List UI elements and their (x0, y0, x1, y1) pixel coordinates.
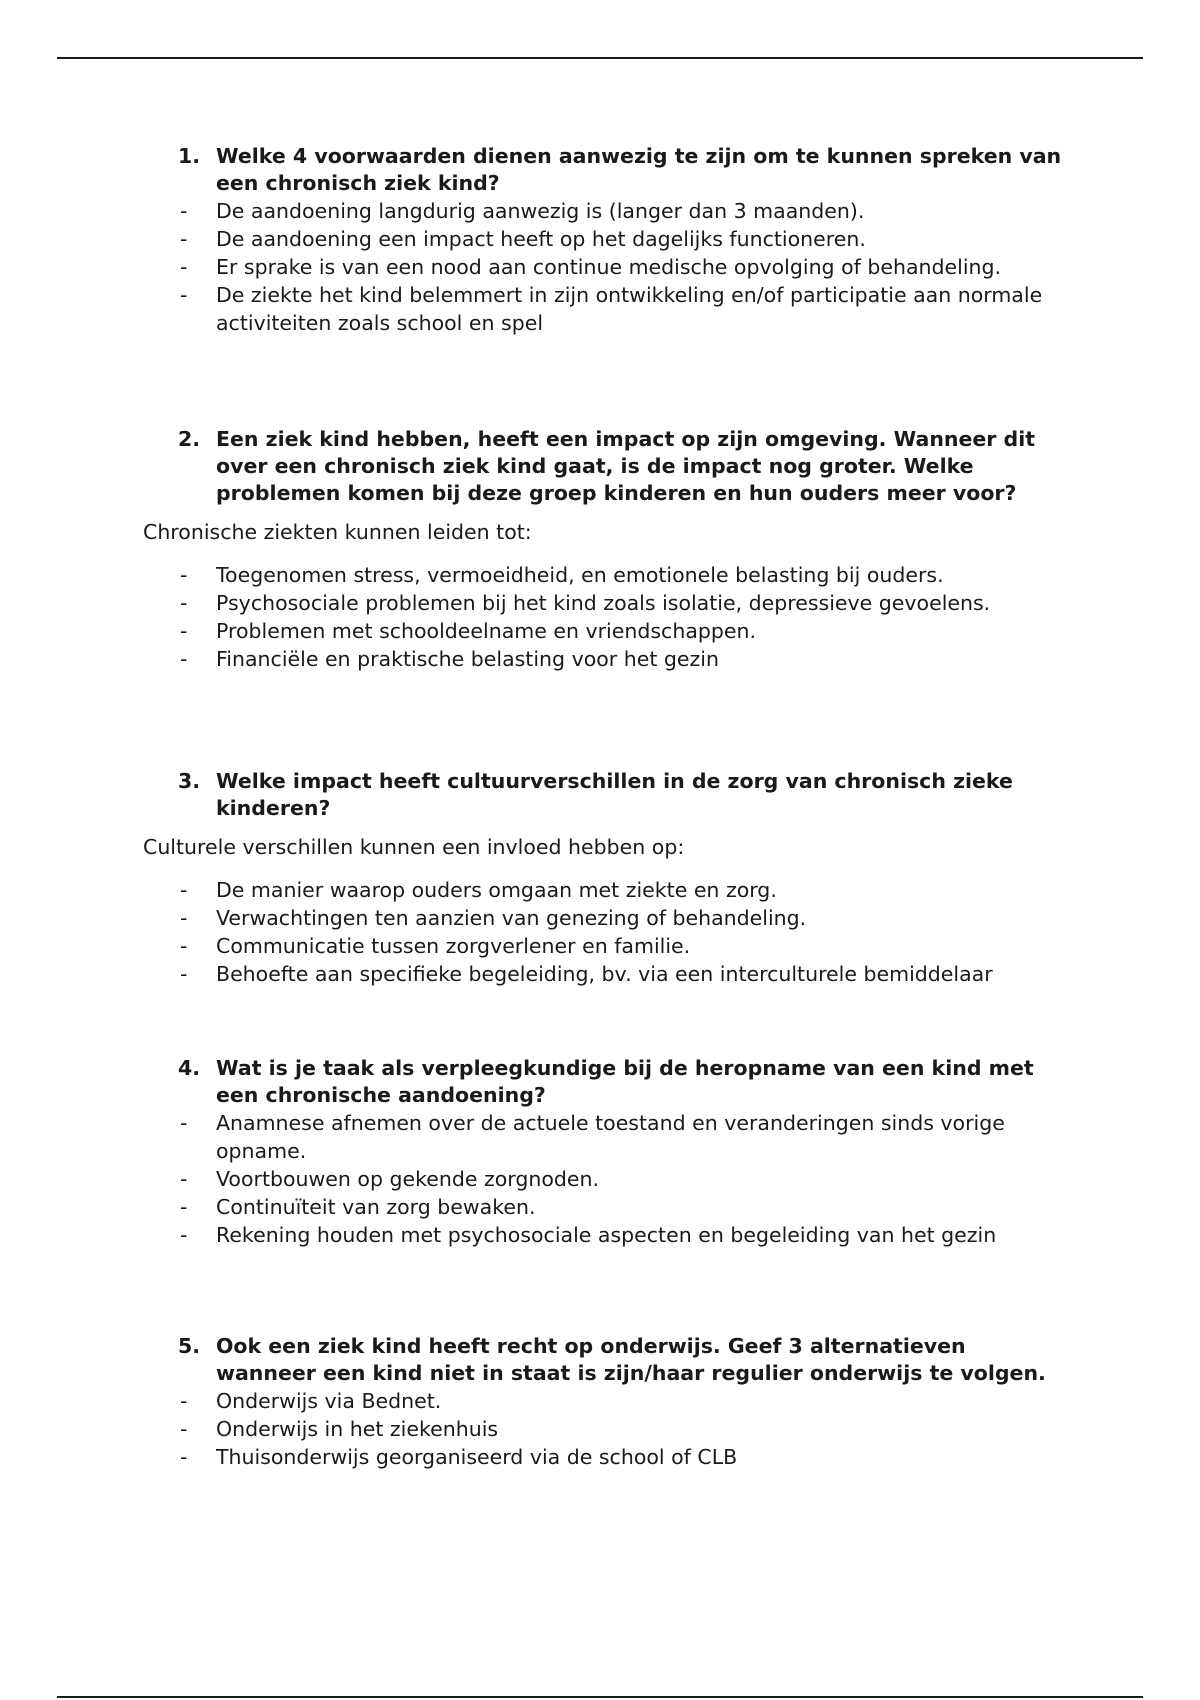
bullet-dash: - (180, 563, 188, 587)
question-5 (0, 1333, 1200, 1471)
bullet-dash: - (180, 1389, 188, 1413)
question-text: Een ziek kind hebben, heeft een impact op zijn omgeving. Wanneer dit over een chronisch ziek kind gaat, is de impact nog groter. Welke problemen komen bij deze groep kinderen en hun ouders meer voor? (216, 427, 1036, 505)
list-item: - Thuisonderwijs georganiseerd via de school of CLB (180, 1445, 738, 1469)
list-item: - Verwachtingen ten aanzien van genezing of behandeling. (180, 906, 807, 930)
header-rule (57, 57, 1143, 59)
question-text: Welke 4 voorwaarden dienen aanwezig te zijn om te kunnen spreken van een chronisch ziek kind? (216, 144, 1062, 195)
list-item: - Communicatie tussen zorgverlener en familie. (180, 934, 691, 958)
list-item: - De manier waarop ouders omgaan met ziekte en zorg. (180, 878, 777, 902)
list-item: - Rekening houden met psychosociale aspecten en begeleiding van het gezin (180, 1223, 997, 1247)
question-title (178, 768, 1066, 822)
bullet-dash: - (180, 1195, 188, 1219)
bullet-dash: - (180, 906, 188, 930)
list-item: - De aandoening langdurig aanwezig is (langer dan 3 maanden). (180, 199, 865, 223)
question-title (178, 426, 1066, 507)
list-item: - Er sprake is van een nood aan continue medische opvolging of behandeling. (180, 255, 1002, 279)
answer-intro: Culturele verschillen kunnen een invloed hebben op: (143, 835, 685, 859)
question-text: Ook een ziek kind heeft recht op onderwijs. Geef 3 alternatieven wanneer een kind niet in staat is zijn/haar regulier onderwijs te volgen. (216, 1334, 1046, 1385)
bullet-dash: - (180, 283, 188, 307)
list-item: - Anamnese afnemen over de actuele toestand en veranderingen sinds vorige opname. (180, 1111, 1005, 1163)
bullet-dash: - (180, 878, 188, 902)
question-3 (0, 768, 1200, 988)
answer-list (0, 1387, 1200, 1471)
question-title (178, 1333, 1066, 1387)
question-title (178, 1055, 1066, 1109)
list-item: - Onderwijs via Bednet. (180, 1389, 442, 1413)
bullet-dash: - (180, 199, 188, 223)
question-title (178, 143, 1066, 197)
question-1 (0, 143, 1200, 337)
footer-rule (57, 1696, 1143, 1698)
answer-list (0, 1109, 1200, 1249)
question-2 (0, 426, 1200, 673)
question-number: 2. (178, 427, 201, 451)
question-number: 3. (178, 769, 201, 793)
answer-list (0, 561, 1200, 673)
list-item: - Toegenomen stress, vermoeidheid, en emotionele belasting bij ouders. (180, 563, 944, 587)
list-item: - De aandoening een impact heeft op het dagelijks functioneren. (180, 227, 866, 251)
bullet-dash: - (180, 647, 188, 671)
answer-list (0, 876, 1200, 988)
bullet-dash: - (180, 591, 188, 615)
bullet-dash: - (180, 619, 188, 643)
bullet-dash: - (180, 1417, 188, 1441)
bullet-dash: - (180, 1223, 188, 1247)
bullet-dash: - (180, 1111, 188, 1135)
list-item: - Financiële en praktische belasting voor het gezin (180, 647, 719, 671)
bullet-dash: - (180, 227, 188, 251)
question-number: 4. (178, 1056, 201, 1080)
question-number: 1. (178, 144, 201, 168)
list-item: - Psychosociale problemen bij het kind zoals isolatie, depressieve gevoelens. (180, 591, 991, 615)
question-text: Wat is je taak als verpleegkundige bij de heropname van een kind met een chronische aandoening? (216, 1056, 1034, 1107)
bullet-dash: - (180, 962, 188, 986)
list-item: - Problemen met schooldeelname en vriendschappen. (180, 619, 757, 643)
list-item: - De ziekte het kind belemmert in zijn ontwikkeling en/of participatie aan normale activiteiten zoals school en spel (180, 283, 1043, 335)
list-item: - Continuïteit van zorg bewaken. (180, 1195, 536, 1219)
question-text: Welke impact heeft cultuurverschillen in de zorg van chronisch zieke kinderen? (216, 769, 1013, 820)
answer-intro: Chronische ziekten kunnen leiden tot: (143, 520, 532, 544)
list-item: - Voortbouwen op gekende zorgnoden. (180, 1167, 600, 1191)
answer-list (0, 197, 1200, 337)
bullet-dash: - (180, 255, 188, 279)
bullet-dash: - (180, 1167, 188, 1191)
bullet-dash: - (180, 934, 188, 958)
bullet-dash: - (180, 1445, 188, 1469)
question-4 (0, 1055, 1200, 1249)
question-number: 5. (178, 1334, 201, 1358)
list-item: - Onderwijs in het ziekenhuis (180, 1417, 499, 1441)
list-item: - Behoefte aan specifieke begeleiding, bv. via een interculturele bemiddelaar (180, 962, 993, 986)
